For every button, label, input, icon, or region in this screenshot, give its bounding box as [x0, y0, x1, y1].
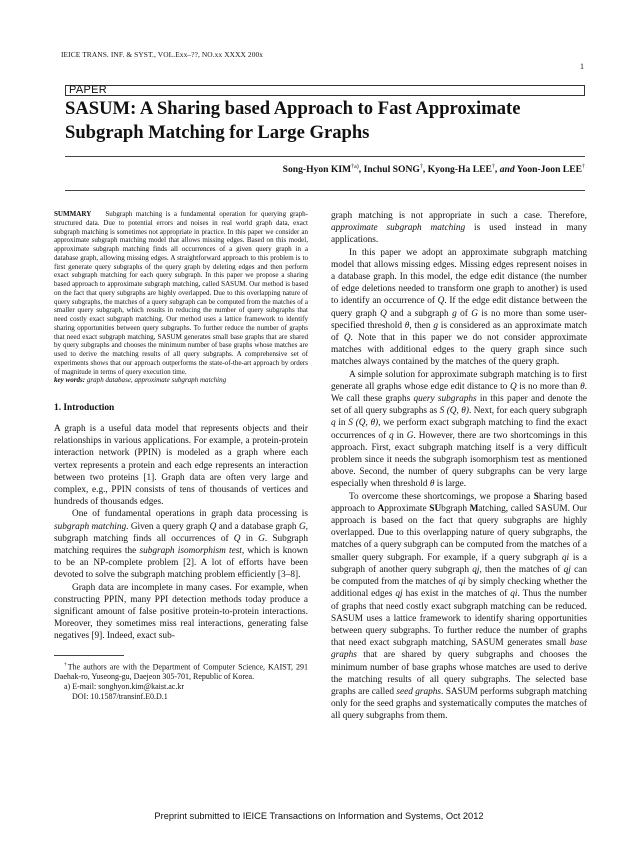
paper-type-label: PAPER [69, 84, 107, 96]
author-rule [65, 190, 585, 191]
intro-paragraph-1: A graph is a useful data model that represents objects and their relationships in various applications. For example, a protein-protein interaction network (PPIN) is modeled as a graph where each vertex represents a protein and each edge represents an interaction between two proteins [1]. Graph data are often very large and complex, e.g., PPIN consists of tens of thousands of vertices and hundreds of thousands edges. [54, 424, 308, 508]
author-1-mark: †a) [351, 164, 359, 170]
abstract [54, 210, 308, 385]
author-3: Kyong-Ha LEE [427, 164, 492, 176]
author-1: Song-Hyon KIM [282, 164, 352, 176]
right-column [331, 210, 587, 723]
left-column [54, 210, 308, 702]
author-2: Inchul SONG [363, 164, 420, 176]
footnote-doi: DOI: 10.1587/transinf.E0.D.1 [72, 692, 168, 702]
intro-paragraph-2: One of fundamental operations in graph data processing is subgraph matching. Given a query graph Q and a database graph G, subgraph matching finds all occurrences of Q in G. Subgraph matching requires the subgraph isomorphism test, which is known to be an NP-complete problem [2]. A lot of efforts have been devoted to solve the subgraph matching problem efficiently [3–8]. [54, 509, 309, 581]
preprint-footer: Preprint submitted to IEICE Transactions on Information and Systems, Oct 2012 [154, 811, 484, 821]
abstract-text: Subgraph matching is a fundamental operation for querying graph-structured data. Due to potential errors and noises in real world graph data, exact subgraph matching is sometimes not appropriate in practice. In this paper we consider an approximate subgraph matching model that allows missing edges. Based on this model, approximate subgraph matching finds all occurrences of a given query graph in a database graph, allowing missing edges. A straightforward approach to this problem is to first generate query subgraphs of the query graph by deleting edges and then perform exact subgraph matching for each query subgraph. In this paper we propose a sharing based approach to approximate subgraph matching, called SASUM. Our method is based on the fact that query subgraphs are highly overlapped. Due to this overlapping nature of query subgraphs, the matches of a query subgraph can be computed from the matches of a smaller query subgraph, which results in reducing the number of query subgraphs that need costly exact subgraph matching. Our method uses a lattice framework to identify sharing opportunities between query subgraphs. To further reduce the number of graphs that need exact subgraph matching, SASUM generates small base graphs that are shared by query subgraphs and chooses the minimum number of base graphs whose matches are used to derive the matching results of all query subgraphs. A comprehensive set of experiments shows that our approach outperforms the state-of-the-art approach by orders of magnitude in terms of query execution time. [54, 210, 308, 376]
paper-type-box [65, 85, 585, 96]
right-paragraph-2: In this paper we adopt an approximate subgraph matching model that allows missing edges. Missing edges represent noises in a database graph. In this model, the edge edit distance (the number of edge deletions needed to transform one graph to another) is used to identify an occurrence of Q. If the edge edit distance between the query graph Q and a subgraph g of G is no more than some user-specified threshold θ, then g is considered as an approximate match of Q. Note that in this paper we do not consider approximate matches with additional edges to the query graph since such matches always contained by the matches of the query graph. [331, 247, 588, 368]
right-paragraph-3: A simple solution for approximate subgraph matching is to first generate all graphs whose edge edit distance to Q is no more than θ. We call these graphs query subgraphs in this paper and denote the set of all query subgraphs as S (Q, θ). Next, for each query subgraph q in S (Q, θ), we perform exact subgraph matching to find the exact occurrences of q in G. However, there are two shortcomings in this approach. First, exact subgraph matching itself is a very difficult problem since it needs the subgraph isomorphism test as mentioned above. Second, the number of query subgraphs can be very large especially when threshold θ is large. [331, 369, 587, 490]
title-rule [65, 156, 585, 157]
page-number: 1 [580, 62, 584, 71]
footnote-rule [54, 655, 124, 656]
keywords: graph database, approximate subgraph matching [86, 376, 227, 385]
title-line-2: Subgraph Matching for Large Graphs [65, 122, 370, 143]
footnote-email: a) E-mail: songhyon.kim@kaist.ac.kr [64, 682, 185, 692]
paper-title [65, 97, 585, 145]
footnote-affiliation: †The authors are with the Department of Computer Science, KAIST, 291 Daehak-ro, Yuseong-gu, Daejeon 305-701, Republic of Korea. [54, 661, 309, 682]
title-line-1: SASUM: A Sharing based Approach to Fast Approximate [65, 98, 521, 119]
intro-paragraph-3: Graph data are incomplete in many cases. For example, when constructing PPIN, many PPI detection methods today produce a significant amount of false positive protein-to-protein interactions. Moreover, they sometimes miss real interactions, generating false negatives [9]. Indeed, exact sub- [54, 582, 308, 642]
right-paragraph-4: To overcome these shortcomings, we propose a Sharing based approach to Approximate SUbgraph Matching, called SASUM. Our approach is based on the fact that query subgraphs are highly overlapped. Due to this overlapping nature of query subgraphs, the matches of a query subgraph can be computed from the matches of a smaller query subgraph. For example, if a query subgraph qi is a subgraph of another query subgraph qj, then the matches of qj can be computed from the matches of qi by simply checking whether the additional edges qj has exist in the matches of qi. Thus the number of graphs that need costly exact subgraph matching can be reduced. SASUM uses a lattice framework to identify sharing opportunities between query subgraphs. To further reduce the number of graphs that need exact subgraph matching, SASUM generates small base graphs that are shared by query subgraphs and chooses the minimum number of base graphs whose matches are used to derive the matching results of all query subgraphs. The selected base graphs are called seed graphs. SASUM performs subgraph matching only for the seed graphs and systematically computes the matches of all query subgraphs from them. [331, 491, 588, 722]
section-heading: 1. Introduction [54, 403, 115, 413]
author-list: Song-Hyon KIM$^{\dagger a)}$, Inchul SONG†, Kyong-Ha LEE†, and Yoon-Joon LEE† [282, 164, 585, 176]
author-4: Yoon-Joon LEE [516, 164, 582, 176]
keywords-label: key words: [54, 376, 86, 385]
abstract-label: SUMMARY [54, 210, 92, 218]
journal-header: IEICE TRANS. INF. & SYST., VOL.Exx–??, NO.xx XXXX 200x [61, 50, 264, 59]
right-paragraph-1: graph matching is not appropriate in such a case. Therefore, approximate subgraph matching is used instead in many applications. [331, 211, 587, 246]
